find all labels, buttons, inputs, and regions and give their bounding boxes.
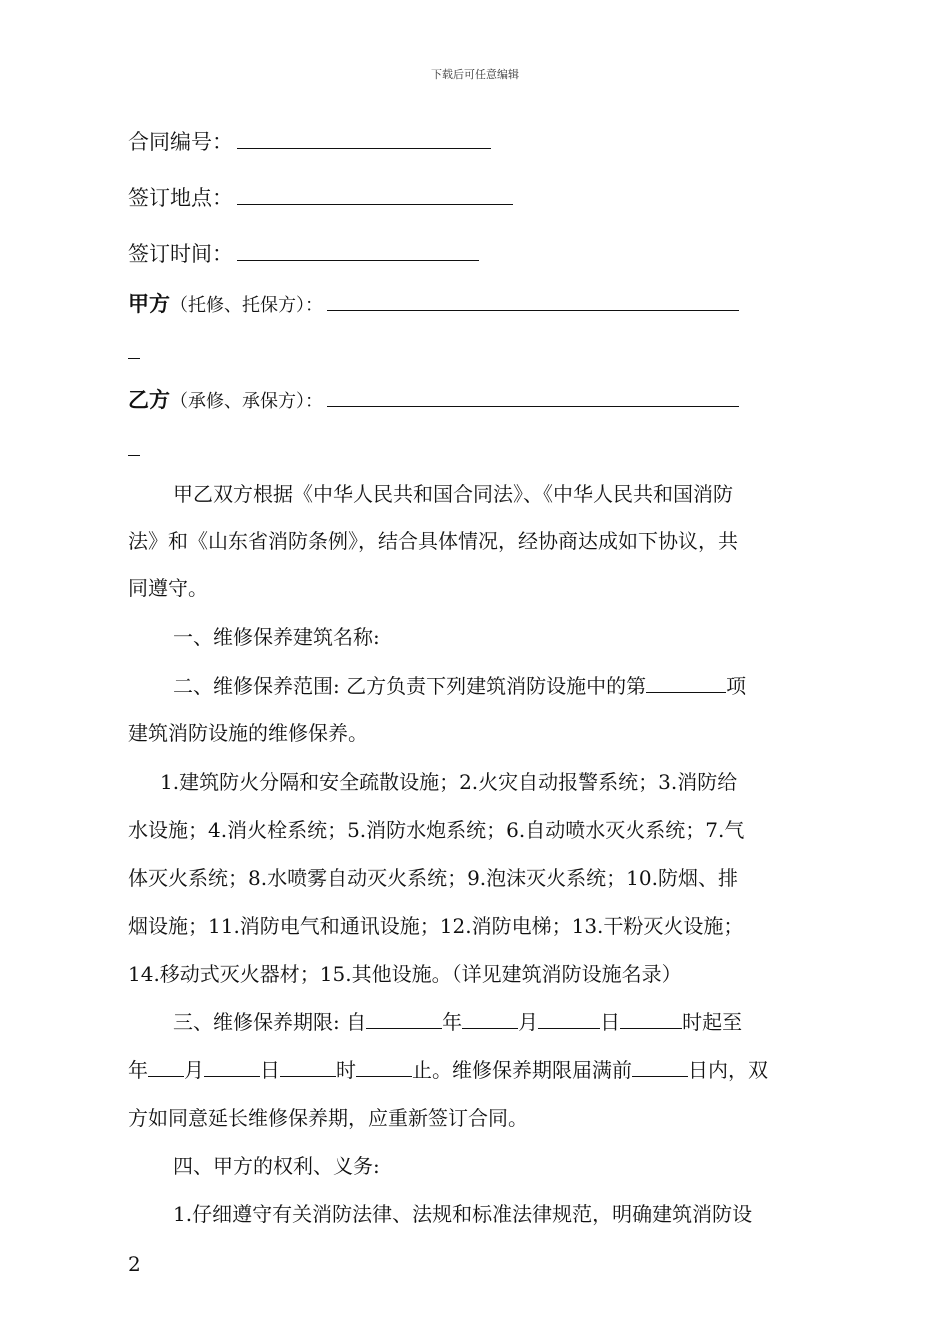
signing-time-label: 签订时间： <box>128 242 233 266</box>
page-number: 2 <box>128 1252 141 1276</box>
end-month-label: 月 <box>184 1058 204 1082</box>
section-4-heading: 四、甲方的权利、义务: <box>173 1154 380 1178</box>
facility-list-line-5: 14.移动式灭火器材；15.其他设施。（详见建筑消防设施名录） <box>128 962 682 986</box>
end-blank <box>356 1056 412 1077</box>
end-month-blank <box>148 1056 184 1077</box>
party-b-field <box>128 386 739 416</box>
party-b-blank <box>327 386 739 407</box>
section-2-line-2: 建筑消防设施的维修保养。 <box>128 721 368 745</box>
party-b-role: （承修、承保方）： <box>170 391 323 412</box>
intro-line-1: 甲乙双方根据《中华人民共和国合同法》、《中华人民共和国消防 <box>173 482 733 506</box>
signing-place-field <box>128 184 513 212</box>
contract-number-blank <box>237 128 491 149</box>
section-2-text: 二、维修保养范围: 乙方负责下列建筑消防设施中的第 <box>173 674 647 698</box>
party-a-field <box>128 290 739 320</box>
party-a-blank-continuation <box>128 358 140 359</box>
section-3-line-3: 方如同意延长维修保养期，应重新签订合同。 <box>128 1106 528 1130</box>
party-a-blank <box>327 290 739 311</box>
contract-number-label: 合同编号： <box>128 130 233 154</box>
facility-list-line-4: 烟设施；11.消防电气和通讯设施；12.消防电梯；13.干粉灭火设施； <box>128 914 744 938</box>
signing-time-field <box>128 240 479 268</box>
start-year-blank <box>366 1008 442 1029</box>
party-b-blank-continuation <box>128 455 140 456</box>
section-3-expiry-text: 止。维修保养期限届满前 <box>412 1058 632 1082</box>
end-year-label: 年 <box>128 1058 148 1082</box>
section-3-line-1 <box>173 1008 868 1036</box>
start-day-blank <box>538 1008 600 1029</box>
section-3-line-2 <box>128 1056 823 1084</box>
page-header: 下载后可任意编辑 <box>431 68 519 81</box>
facility-list-line-3: 体灭火系统；8.水喷雾自动灭火系统；9.泡沫灭火系统；10.防烟、排 <box>128 866 738 890</box>
start-month-label: 月 <box>518 1010 539 1034</box>
intro-line-2: 法》和《山东省消防条例》，结合具体情况，经协商达成如下协议，共 <box>128 529 738 553</box>
party-a-role: （托修、托保方）： <box>170 295 323 316</box>
contract-number-field <box>128 128 491 156</box>
section-3-text: 三、维修保养期限: 自 <box>173 1010 367 1034</box>
intro-line-3: 同遵守。 <box>128 576 208 600</box>
start-hour-blank <box>620 1008 682 1029</box>
days-before-blank <box>632 1056 688 1077</box>
signing-time-blank <box>237 240 479 261</box>
start-month-blank <box>462 1008 518 1029</box>
start-year-label: 年 <box>442 1010 463 1034</box>
section-4-item-1: 1.仔细遵守有关消防法律、法规和标准法律规范，明确建筑消防设 <box>173 1202 753 1226</box>
party-b-name: 乙方 <box>128 388 170 412</box>
signing-place-blank <box>237 184 513 205</box>
facility-list-line-2: 水设施；4.消火栓系统；5.消防水炮系统；6.自动喷水灭火系统；7.气 <box>128 818 745 842</box>
start-day-label: 日 <box>600 1010 621 1034</box>
end-hour-blank <box>280 1056 336 1077</box>
start-hour-label: 时起至 <box>682 1010 743 1034</box>
section-3-days-text: 日内，双 <box>688 1058 768 1082</box>
end-day-label: 日 <box>260 1058 280 1082</box>
end-day-blank <box>204 1056 260 1077</box>
section-1-heading: 一、维修保养建筑名称: <box>173 625 380 649</box>
signing-place-label: 签订地点： <box>128 186 233 210</box>
party-a-name: 甲方 <box>128 292 170 316</box>
item-number-blank <box>646 672 726 693</box>
end-hour-label: 时 <box>336 1058 356 1082</box>
section-2-xiang: 项 <box>726 674 747 698</box>
facility-list-line-1: 1.建筑防火分隔和安全疏散设施；2.火灾自动报警系统；3.消防给 <box>160 770 738 794</box>
section-2-line-1 <box>173 672 868 700</box>
